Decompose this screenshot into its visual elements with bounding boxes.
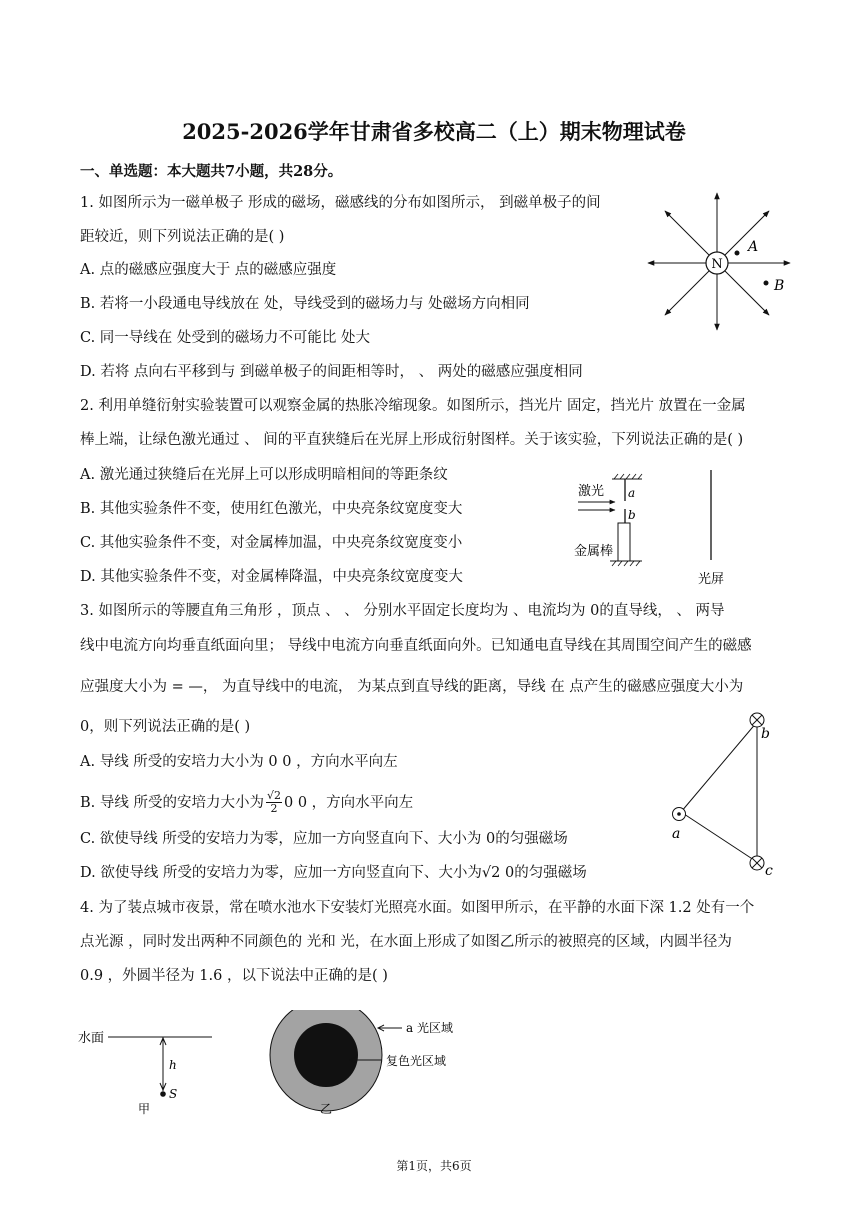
q1-point-b-label: B bbox=[774, 278, 785, 294]
q2-screen-label: 光屏 bbox=[698, 572, 725, 587]
page-footer: 第1页，共6页 bbox=[396, 1159, 472, 1173]
q4-mixed-light-region bbox=[294, 1023, 358, 1087]
q2-slit-figure bbox=[570, 465, 745, 590]
q1-monopole-figure bbox=[640, 185, 800, 345]
q4-fountain-figure bbox=[70, 1010, 490, 1125]
page-title: 2025-2026学年甘肃省多校高二（上）期末物理试卷 bbox=[182, 119, 686, 144]
q2-option-c: C. 其他实验条件不变，对金属棒加温，中央亮条纹宽度变小 bbox=[80, 535, 463, 551]
q4-depth-label: h bbox=[169, 1058, 177, 1072]
q1-pole-label: N bbox=[711, 257, 723, 272]
q3-wire-b-label: b bbox=[761, 726, 770, 742]
q3-option-b-prefix: B. 导线 所受的安培力大小为 bbox=[80, 794, 264, 811]
q2-stem-line2: 棒上端，让绿色激光通过 、 间的平直狭缝后在光屏上形成衍射图样。关于该实验，下列说法正确的是( ) bbox=[80, 432, 744, 448]
q4-stem-line3: 0.9 ，外圆半径为 1.6 ，以下说法中正确的是( ) bbox=[80, 968, 388, 984]
q3-wire-a-label: a bbox=[672, 826, 681, 842]
q4-fig-yi-label: 乙 bbox=[320, 1102, 333, 1116]
q1-stem-line1: 1. 如图所示为一磁单极子 形成的磁场，磁感线的分布如图所示， 到磁单极子的间 bbox=[80, 195, 601, 211]
q1-stem-line2: 距较近，则下列说法正确的是( ) bbox=[80, 229, 285, 245]
q1-point-a-dot bbox=[735, 251, 740, 256]
q2-rod-label: 金属棒 bbox=[574, 544, 614, 559]
q3-option-b bbox=[80, 790, 413, 815]
q4-source-label: S bbox=[169, 1087, 178, 1101]
q3-triangle-figure bbox=[660, 705, 790, 885]
q4-source-dot bbox=[160, 1091, 166, 1097]
q4-a-region-label: a 光区域 bbox=[406, 1021, 453, 1035]
q1-point-a-label: A bbox=[748, 239, 759, 255]
q3-stem-line4: 0，则下列说法正确的是( ) bbox=[80, 719, 251, 735]
q3-option-a: A. 导线 所受的安培力大小为 0 0 ，方向水平向左 bbox=[80, 754, 398, 770]
q1-option-d: D. 若将 点向右平移到与 到磁单极子的间距相等时， 、 两处的磁感应强度相同 bbox=[80, 364, 583, 380]
q4-stem-line2: 点光源 ，同时发出两种不同颜色的 光和 光，在水面上形成了如图乙所示的被照亮的区域，内圆半径为 bbox=[80, 934, 732, 950]
q1-option-a: A. 点的磁感应强度大于 点的磁感应强度 bbox=[80, 262, 337, 278]
q3-option-d: D. 欲使导线 所受的安培力为零，应加一方向竖直向下、大小为√2 0的匀强磁场 bbox=[80, 865, 587, 881]
q2-blade-b-label: b bbox=[628, 508, 636, 522]
q3-stem-line1: 3. 如图所示的等腰直角三角形 ，顶点 、 、 分别水平固定长度均为 、电流均为 0的直导线， 、 两导 bbox=[80, 603, 725, 619]
q2-option-a: A. 激光通过狭缝后在光屏上可以形成明暗相间的等距条纹 bbox=[80, 467, 448, 483]
q3-wire-c-label: c bbox=[765, 863, 773, 879]
q3-fraction-numerator: √2 bbox=[266, 789, 281, 802]
section-heading: 一、单选题：本大题共7小题，共28分。 bbox=[80, 163, 343, 180]
q3-fraction-denominator: 2 bbox=[270, 802, 278, 815]
q3-option-b-fraction bbox=[266, 790, 282, 815]
q3-option-b-suffix: 0 0 ，方向水平向左 bbox=[284, 794, 414, 811]
q2-blade-a-label: a bbox=[628, 486, 636, 500]
q2-laser-label: 激光 bbox=[578, 484, 605, 499]
q2-stem-line1: 2. 利用单缝衍射实验装置可以观察金属的热胀冷缩现象。如图所示，挡光片 固定，挡光片 放置在一金属 bbox=[80, 398, 746, 414]
q4-stem-line1: 4. 为了装点城市夜景，常在喷水池水下安装灯光照亮水面。如图甲所示，在平静的水面下深 1.2 处有一个 bbox=[80, 900, 755, 916]
q2-option-b: B. 其他实验条件不变，使用红色激光，中央亮条纹宽度变大 bbox=[80, 501, 463, 517]
q3-option-c: C. 欲使导线 所受的安培力为零，应加一方向竖直向下、大小为 0的匀强磁场 bbox=[80, 831, 568, 847]
q1-point-b-dot bbox=[764, 281, 769, 286]
q2-option-d: D. 其他实验条件不变，对金属棒降温，中央亮条纹宽度变大 bbox=[80, 569, 463, 585]
q3-stem-line2: 线中电流方向均垂直纸面向里； 导线中电流方向垂直纸面向外。已知通电直导线在其周围空间产生的磁感 bbox=[80, 638, 752, 654]
q1-option-b: B. 若将一小段通电导线放在 处，导线受到的磁场力与 处磁场方向相同 bbox=[80, 296, 530, 312]
q4-mixed-region-label: 复色光区域 bbox=[386, 1054, 447, 1068]
q1-option-c: C. 同一导线在 处受到的磁场力不可能比 处大 bbox=[80, 330, 371, 346]
q3-stem-line3: 应强度大小为 = —， 为直导线中的电流， 为某点到直导线的距离，导线 在 点产生的磁感应强度大小为 bbox=[80, 679, 744, 695]
q4-fig-jia-label: 甲 bbox=[138, 1102, 151, 1116]
q4-water-label: 水面 bbox=[78, 1031, 105, 1046]
